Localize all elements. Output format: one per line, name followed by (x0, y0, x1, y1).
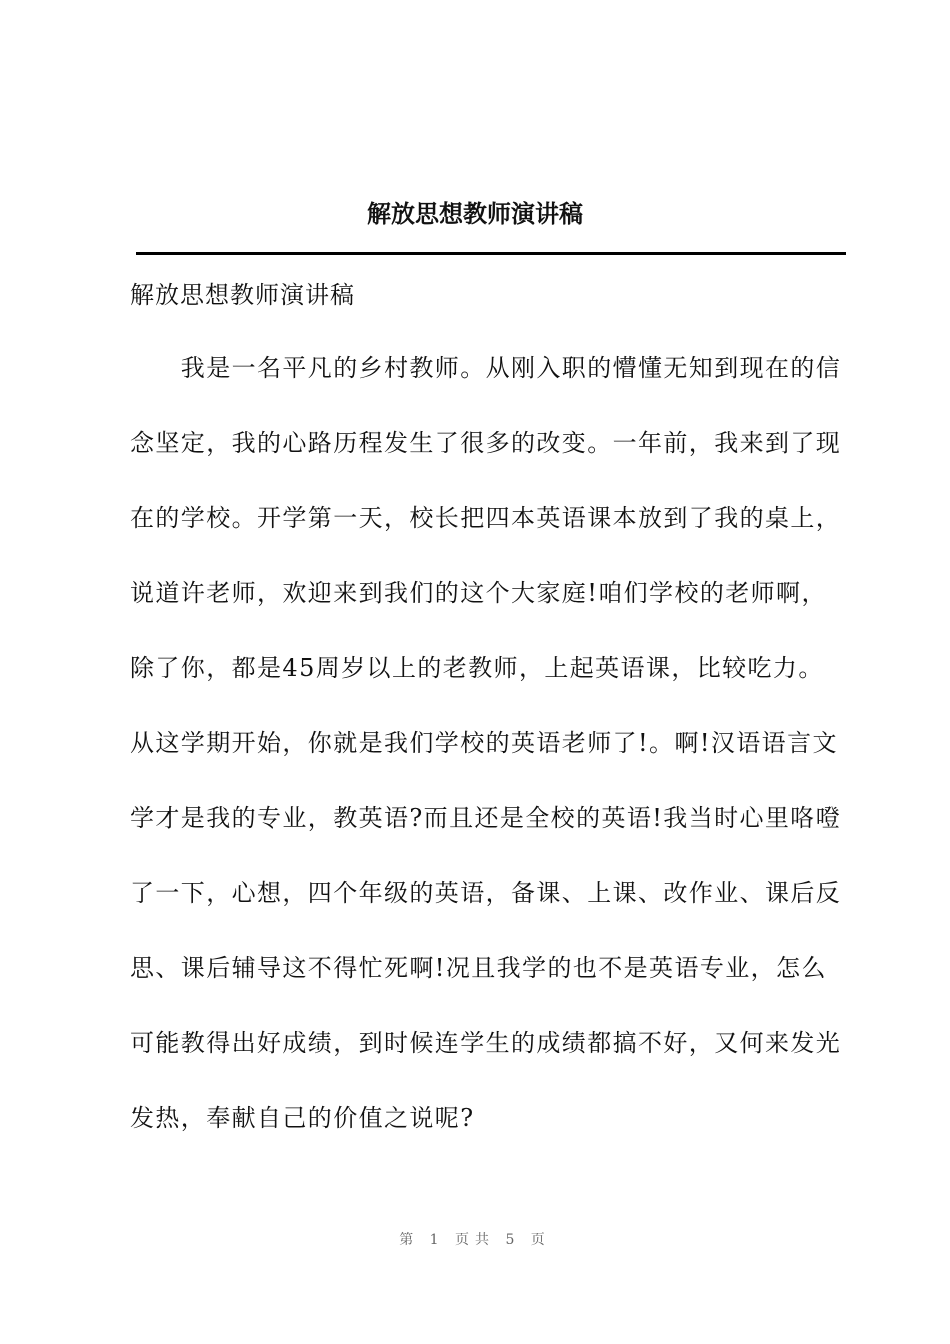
body-line-6: 从这学期开始，你就是我们学校的英语老师了!。啊!汉语语言文 (130, 729, 838, 757)
body-line-10: 可能教得出好成绩，到时候连学生的成绩都搞不好，又何来发光 (130, 1029, 842, 1057)
body-line-8: 了一下，心想，四个年级的英语，备课、上课、改作业、课后反 (130, 879, 842, 907)
page-number-footer: 第 1 页共 5 页 (399, 1232, 551, 1248)
page-title: 解放思想教师演讲稿 (367, 199, 583, 228)
body-line-4: 说道许老师，欢迎来到我们的这个大家庭!咱们学校的老师啊， (130, 579, 827, 607)
body-line-9: 思、课后辅导这不得忙死啊!况且我学的也不是英语专业，怎么 (130, 954, 827, 982)
document-heading: 解放思想教师演讲稿 (130, 281, 355, 309)
body-line-1: 我是一名平凡的乡村教师。从刚入职的懵懂无知到现在的信 (130, 354, 842, 382)
body-line-5: 除了你，都是45周岁以上的老教师，上起英语课，比较吃力。 (130, 654, 824, 682)
body-line-7: 学才是我的专业，教英语?而且还是全校的英语!我当时心里咯噔 (130, 804, 842, 832)
title-divider (136, 252, 846, 255)
body-line-3: 在的学校。开学第一天，校长把四本英语课本放到了我的桌上， (130, 504, 842, 532)
body-line-11: 发热，奉献自己的价值之说呢? (130, 1104, 475, 1132)
body-line-2: 念坚定，我的心路历程发生了很多的改变。一年前，我来到了现 (130, 429, 842, 457)
